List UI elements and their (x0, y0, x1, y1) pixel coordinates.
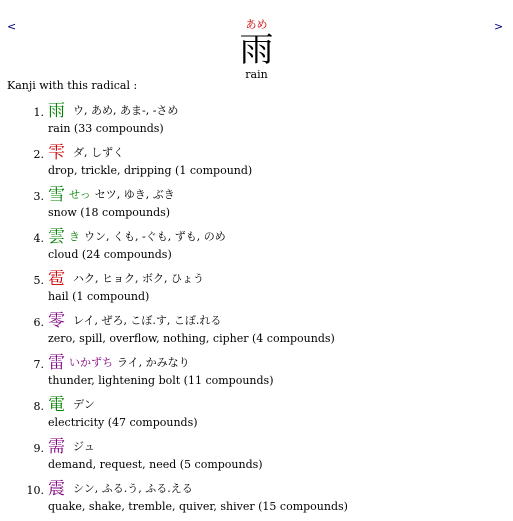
list-item (33, 394, 348, 436)
list-item (33, 184, 348, 226)
item-number: 9. (33, 442, 44, 455)
kanji-link[interactable]: 雪 (48, 185, 65, 205)
kanji-meaning: cloud (24 compounds) (48, 248, 172, 261)
list-item (33, 100, 348, 142)
kanji-kun-reading: いかずち (69, 356, 113, 369)
kanji-readings: ハク, ヒョク, ボク, ひょう (73, 272, 204, 285)
item-number: 4. (33, 232, 44, 245)
list-item (33, 142, 348, 184)
kanji-readings: シン, ふる.う, ふる.える (73, 482, 193, 495)
list-item (33, 352, 348, 394)
item-number: 8. (33, 400, 44, 413)
kanji-kun-reading: き (69, 230, 80, 243)
list-item (26, 478, 348, 520)
kanji-meaning: quake, shake, tremble, quiver, shiver (15 compounds) (48, 500, 348, 513)
kanji-list (0, 100, 348, 520)
kanji-readings: ジュ (73, 440, 95, 453)
kanji-meaning: drop, trickle, dripping (1 compound) (48, 164, 253, 177)
kanji-meaning: thunder, lightening bolt (11 compounds) (48, 374, 274, 387)
kanji-link[interactable]: 雫 (48, 143, 65, 163)
item-number: 10. (26, 484, 44, 497)
item-number: 6. (33, 316, 44, 329)
list-item (33, 268, 348, 310)
kanji-link[interactable]: 震 (48, 479, 65, 499)
kanji-link[interactable]: 雹 (48, 269, 65, 289)
kanji-meaning: hail (1 compound) (48, 290, 150, 303)
intro-text: Kanji with this radical : (7, 79, 138, 92)
radical-meaning: rain (245, 68, 268, 81)
item-number: 1. (33, 106, 44, 119)
item-number: 3. (33, 190, 44, 203)
item-number: 7. (33, 358, 44, 371)
kanji-kun-reading: せっ (69, 188, 91, 201)
kanji-meaning: snow (18 compounds) (48, 206, 171, 219)
kanji-link[interactable]: 零 (48, 311, 65, 331)
radical-reading: あめ (245, 18, 268, 31)
kanji-link[interactable]: 雷 (48, 353, 65, 373)
list-item (33, 436, 348, 478)
radical-header (0, 18, 513, 81)
kanji-readings: ダ, しずく (73, 146, 124, 159)
kanji-readings: ウ, あめ, あま-, -さめ (73, 104, 179, 117)
kanji-link[interactable]: 雨 (48, 101, 65, 121)
kanji-link[interactable]: 雲 (48, 227, 65, 247)
kanji-readings: セツ, ゆき, ぶき (94, 188, 175, 201)
kanji-readings: ウン, くも, -ぐも, ずも, のめ (84, 230, 226, 243)
kanji-link[interactable]: 需 (48, 437, 65, 457)
list-item (33, 310, 348, 352)
previous-radical-link[interactable]: < (7, 20, 17, 33)
list-item (33, 226, 348, 268)
kanji-link[interactable]: 電 (48, 395, 65, 415)
kanji-meaning: demand, request, need (5 compounds) (48, 458, 263, 471)
next-radical-link[interactable]: > (494, 20, 504, 33)
radical-kanji: 雨 (239, 30, 274, 70)
item-number: 5. (33, 274, 44, 287)
item-number: 2. (33, 148, 44, 161)
kanji-meaning: zero, spill, overflow, nothing, cipher (4 compounds) (48, 332, 335, 345)
kanji-meaning: rain (33 compounds) (48, 122, 164, 135)
kanji-readings: ライ, かみなり (117, 356, 190, 369)
kanji-meaning: electricity (47 compounds) (48, 416, 198, 429)
kanji-readings: レイ, ぜろ, こぼ.す, こぼ.れる (73, 314, 222, 327)
kanji-readings: デン (73, 398, 95, 411)
